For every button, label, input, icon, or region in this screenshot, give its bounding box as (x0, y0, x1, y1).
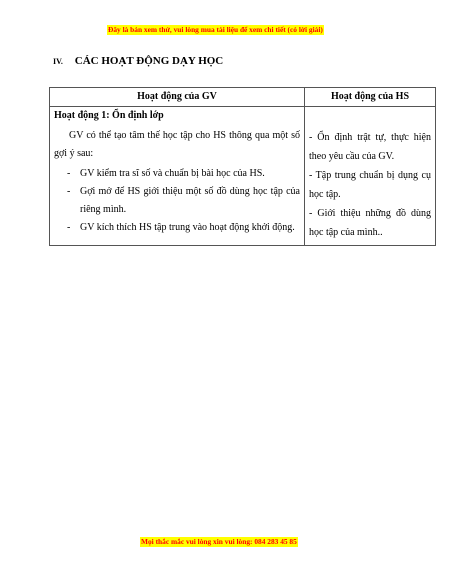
header-student-activity: Hoạt động của HS (305, 88, 436, 107)
bullet-dash: - (67, 186, 71, 197)
section-number: IV. (53, 57, 63, 66)
student-activity-item: - Giới thiệu những đồ dùng học tập của mình.. (309, 208, 431, 238)
preview-notice-banner: Đây là bản xem thử, vui lòng mua tài liệu để xem chi tiết (có lời giải) (108, 25, 323, 34)
list-item-text: GV kích thích HS tập trung vào hoạt động khởi động. (80, 222, 295, 233)
bullet-dash: - (67, 168, 71, 179)
table-header-row (50, 88, 436, 107)
bullet-dash: - (67, 222, 71, 233)
list-item (54, 165, 300, 183)
activity-title: Hoạt động 1: Ổn định lớp (54, 110, 164, 121)
student-activity-cell (305, 107, 436, 246)
list-item (54, 183, 300, 219)
list-item-text: Gợi mở để HS giới thiệu một số đồ dùng học tập của riêng mình. (80, 186, 300, 215)
teacher-activity-list (54, 165, 300, 237)
list-item-text: GV kiểm tra sĩ số và chuẩn bị bài học của HS. (80, 168, 265, 179)
teacher-activity-cell (50, 107, 305, 246)
list-item (54, 219, 300, 237)
header-teacher-activity: Hoạt động của GV (50, 88, 305, 107)
student-activity-item: - Tập trung chuẩn bị dụng cụ học tập. (309, 170, 431, 200)
contact-banner: Mọi thắc mắc vui lòng xin vui lòng: 084 283 45 85 (141, 537, 297, 546)
student-activity-item: - Ổn định trật tự, thực hiện theo yêu cầu của GV. (309, 132, 431, 162)
table-row (50, 107, 436, 246)
activities-table (49, 87, 436, 246)
section-heading (53, 54, 223, 69)
activity-intro: GV có thể tạo tâm thế học tập cho HS thông qua một số gợi ý sau: (54, 130, 300, 159)
section-title: CÁC HOẠT ĐỘNG DẠY HỌC (74, 55, 224, 67)
